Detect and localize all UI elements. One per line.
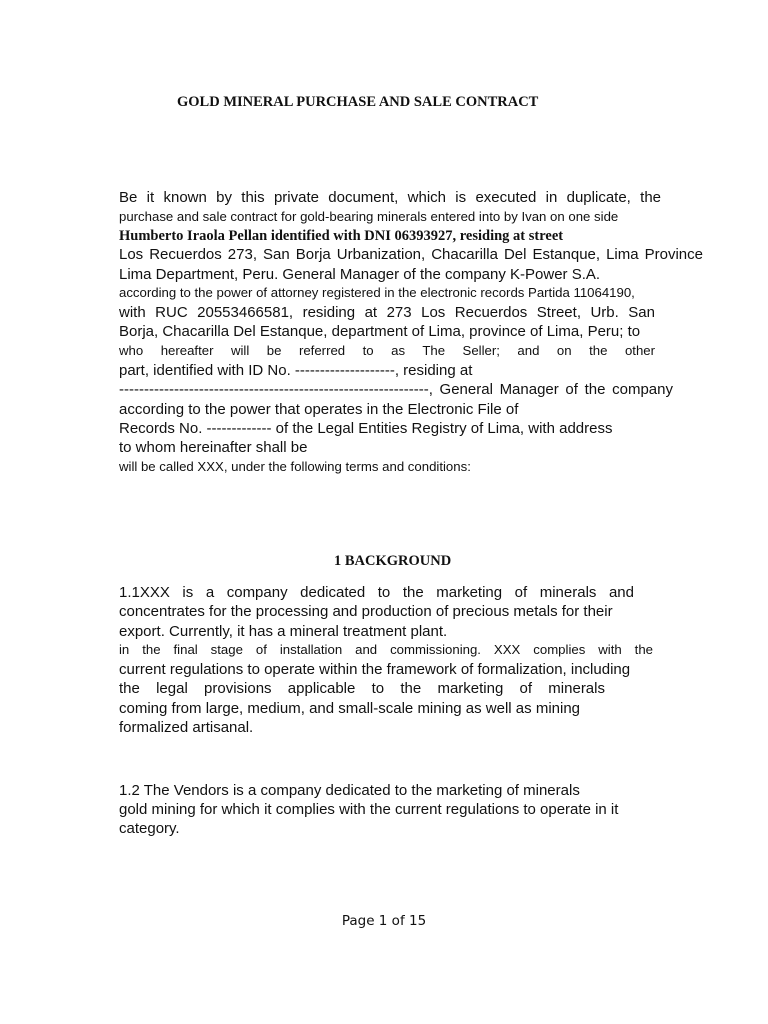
para-1-2-line-1: 1.2 The Vendors is a company dedicated to the marketing of minerals — [119, 782, 580, 799]
intro-line-1: Be it known by this private document, which is executed in duplicate, the — [119, 189, 661, 206]
document-title: GOLD MINERAL PURCHASE AND SALE CONTRACT — [177, 94, 539, 110]
intro-line-9: who hereafter will be referred to as The Seller; and on the other — [119, 343, 655, 358]
intro-line-2: purchase and sale contract for gold-bearing minerals entered into by Ivan on one side — [119, 209, 619, 224]
intro-line-4: Los Recuerdos 273, San Borja Urbanization, Chacarilla Del Estanque, Lima Province — [119, 246, 703, 263]
para-1-2-line-2: gold mining for which it complies with the current regulations to operate in it — [119, 801, 619, 818]
section-heading-background: 1 BACKGROUND — [334, 553, 452, 569]
intro-line-11: --------------------------------------------------------------, General Manager of the company — [119, 381, 673, 398]
intro-line-8: Borja, Chacarilla Del Estanque, department of Lima, province of Lima, Peru; to — [119, 323, 641, 340]
para-1-1-line-6: the legal provisions applicable to the marketing of minerals — [119, 680, 605, 697]
intro-line-15: will be called XXX, under the following terms and conditions: — [119, 459, 471, 474]
intro-line-6: according to the power of attorney registered in the electronic records Partida 11064190, — [119, 285, 635, 300]
intro-line-7: with RUC 20553466581, residing at 273 Los Recuerdos Street, Urb. San — [119, 304, 655, 321]
intro-line-5: Lima Department, Peru. General Manager of the company K-Power S.A. — [119, 266, 601, 283]
para-1-2-line-3: category. — [119, 820, 180, 837]
intro-line-14: to whom hereinafter shall be — [119, 439, 308, 456]
intro-line-10: part, identified with ID No. --------------------, residing at — [119, 362, 473, 379]
para-1-1-line-8: formalized artisanal. — [119, 719, 254, 736]
intro-line-12: according to the power that operates in the Electronic File of — [119, 401, 519, 418]
para-1-1-line-7: coming from large, medium, and small-scale mining as well as mining — [119, 700, 581, 717]
para-1-1-line-2: concentrates for the processing and production of precious metals for their — [119, 603, 613, 620]
page-number: Page 1 of 15 — [341, 913, 427, 929]
para-1-1-line-1: 1.1XXX is a company dedicated to the marketing of minerals and — [119, 584, 634, 601]
para-1-1-line-3: export. Currently, it has a mineral treatment plant. — [119, 623, 448, 640]
para-1-1-line-4: in the final stage of installation and commissioning. XXX complies with the — [119, 642, 653, 657]
para-1-1-line-5: current regulations to operate within the framework of formalization, including — [119, 661, 631, 678]
intro-line-13: Records No. ------------- of the Legal Entities Registry of Lima, with address — [119, 420, 613, 437]
intro-line-3: Humberto Iraola Pellan identified with DNI 06393927, residing at street — [119, 228, 564, 244]
